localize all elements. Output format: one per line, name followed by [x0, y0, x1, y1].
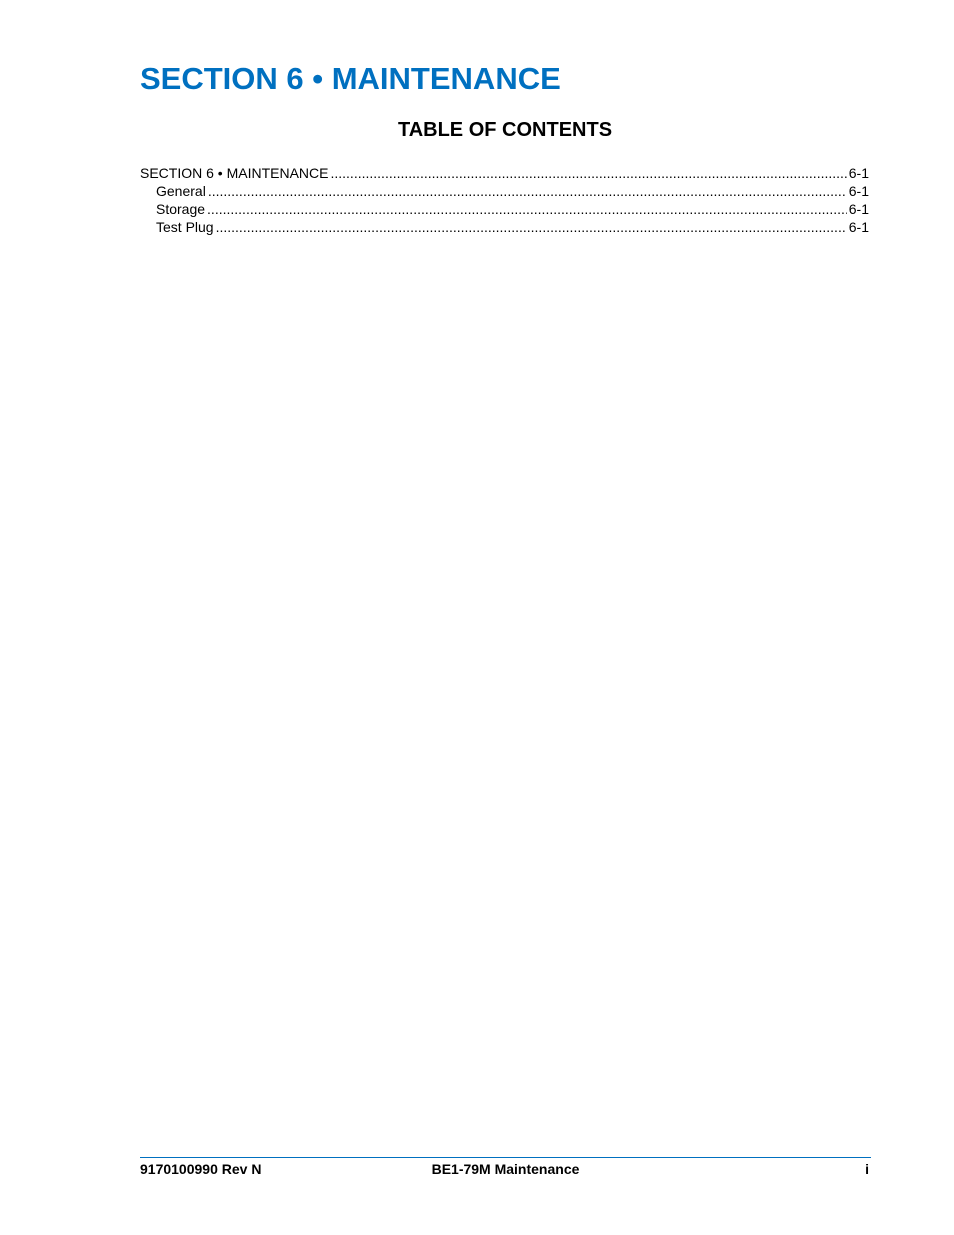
section-title: SECTION 6 • MAINTENANCE	[140, 61, 561, 96]
toc-entry-label: Test Plug	[156, 219, 214, 235]
footer-document-title: BE1-79M Maintenance	[431, 1161, 580, 1177]
toc-entry-test-plug[interactable]	[140, 218, 869, 236]
footer-page-number: i	[865, 1161, 869, 1177]
toc-entry-storage[interactable]	[140, 200, 869, 218]
toc-entry-page: 6-1	[848, 219, 869, 235]
toc-dot-leader	[208, 182, 847, 200]
toc-dot-leader	[330, 164, 846, 182]
toc-entry-page: 6-1	[848, 201, 869, 217]
page-footer	[140, 1160, 871, 1178]
footer-document-number: 9170100990 Rev N	[140, 1161, 262, 1177]
toc-entry-label: SECTION 6 • MAINTENANCE	[140, 165, 329, 181]
footer-divider	[140, 1157, 871, 1158]
table-of-contents	[140, 164, 869, 236]
toc-entry-section-6[interactable]	[140, 164, 869, 182]
toc-dot-leader	[207, 200, 847, 218]
toc-entry-page: 6-1	[848, 183, 869, 199]
toc-entry-page: 6-1	[848, 165, 869, 181]
toc-dot-leader	[216, 218, 847, 236]
toc-entry-label: General	[156, 183, 206, 199]
toc-heading: TABLE OF CONTENTS	[397, 119, 613, 141]
toc-entry-general[interactable]	[140, 182, 869, 200]
toc-entry-label: Storage	[156, 201, 206, 217]
